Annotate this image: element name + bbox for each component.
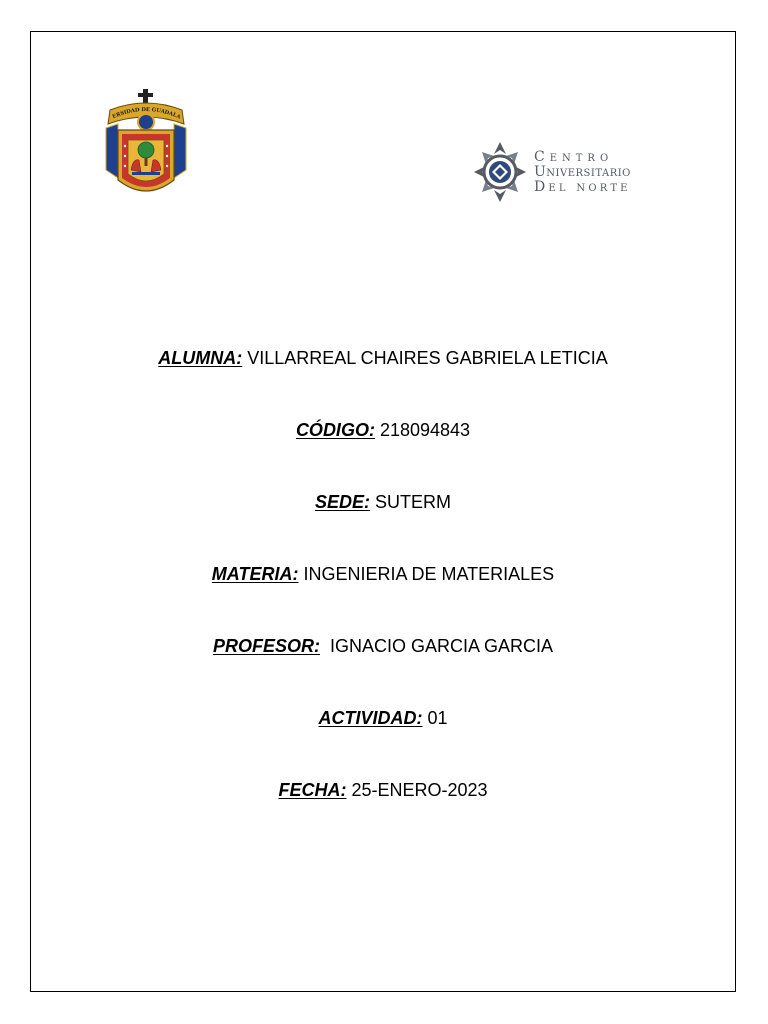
field-codigo <box>30 419 736 441</box>
cun-logo <box>472 140 652 204</box>
field-sede <box>30 491 736 513</box>
field-label: CÓDIGO: <box>295 420 375 440</box>
field-value: 25-ENERO-2023 <box>346 780 488 800</box>
field-value: INGENIERIA DE MATERIALES <box>298 564 555 584</box>
field-alumna <box>30 347 736 369</box>
cun-name-line-3: Del norte <box>534 179 631 195</box>
field-label: FECHA: <box>278 780 347 800</box>
field-value: SUTERM <box>370 492 451 512</box>
cun-emblem-icon <box>472 140 528 204</box>
udg-seal-text: ERSIDAD DE GUADALA <box>111 106 182 121</box>
field-fecha <box>30 779 736 801</box>
field-value: 01 <box>422 708 448 728</box>
field-label: SEDE: <box>314 492 370 512</box>
field-value: IGNACIO GARCIA GARCIA <box>319 636 554 656</box>
field-profesor <box>30 635 736 657</box>
field-value: 218094843 <box>374 420 471 440</box>
field-value: VILLARREAL CHAIRES GABRIELA LETICIA <box>242 348 608 368</box>
field-label: ACTIVIDAD: <box>318 708 423 728</box>
field-materia <box>30 563 736 585</box>
field-label: ALUMNA: <box>158 348 243 368</box>
field-label: MATERIA: <box>211 564 299 584</box>
udg-seal-logo <box>104 88 188 202</box>
cun-name-line-1: Centro <box>534 149 614 165</box>
cun-name-line-2: Universitario <box>534 164 631 180</box>
udg-seal-icon <box>104 88 188 202</box>
field-actividad <box>30 707 736 729</box>
cun-name <box>534 150 631 195</box>
field-label: PROFESOR: <box>212 636 320 656</box>
